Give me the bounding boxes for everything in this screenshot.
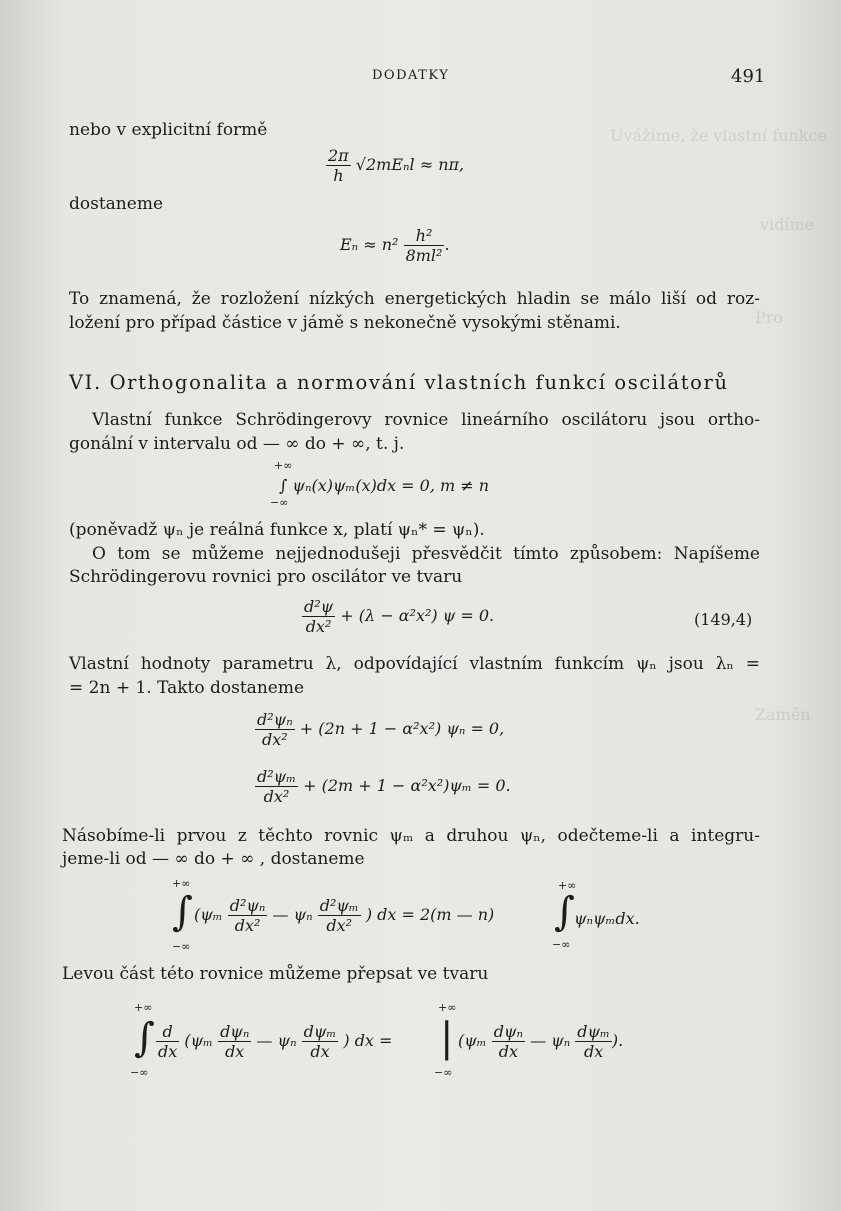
paragraph-line: ložení pro případ částice v jámě s nekonečně vysokými stěnami.	[69, 313, 621, 333]
paragraph-line: = 2n + 1. Takto dostaneme	[69, 678, 305, 698]
integral-upper-limit: +∞	[558, 879, 577, 892]
text-line: dostaneme	[69, 194, 163, 214]
paragraph-line: Levou část této rovnice můžeme přepsat ve tvaru	[62, 964, 489, 984]
fraction: $\frac{\text{h²}}{\text{8ml²}}$	[405, 226, 443, 265]
integral-sign: ∫	[554, 889, 575, 935]
paragraph-line: To znamená, že rozložení nízkých energetických hladin se málo liší od roz-	[69, 289, 760, 309]
equation-psi-m: $\frac{\text{d²ψₘ}}{\text{dx²}}$ + (2m + 1 − α²x²)ψₘ = 0.	[257, 767, 511, 806]
fraction: $\frac{d}{dx}$	[158, 1022, 178, 1061]
fraction: $\frac{\text{d²ψₙ}}{\text{dx²}}$	[229, 896, 266, 935]
equation-number: (149,4)	[694, 610, 753, 629]
equation-explicit: $\frac{2\pi}{h}$ √2mEₙl ≈ nπ,	[328, 146, 465, 185]
bleed-through: Pro	[755, 308, 784, 327]
evaluation-bar: |	[440, 1015, 454, 1061]
integral-upper-limit: +∞	[274, 459, 293, 472]
equation-psi-n: $\frac{\text{d²ψₙ}}{\text{dx²}}$ + (2n + 1 − α²x²) ψₙ = 0,	[257, 710, 505, 749]
equation-integrated-rhs: ψₙψₘdx.	[574, 909, 640, 928]
fraction: $\frac{\text{dψₙ}}{dx}$	[493, 1022, 523, 1061]
paragraph-line: jeme-li od — ∞ do + ∞ , dostaneme	[62, 849, 365, 869]
paragraph-line: Schrödingerovu rovnici pro oscilátor ve tvaru	[69, 567, 463, 587]
integral-lower-limit: −∞	[270, 496, 289, 509]
integral-upper-limit: +∞	[172, 877, 191, 890]
fraction: $\frac{\text{dψₘ}}{dx}$	[577, 1022, 610, 1061]
paragraph-line: (poněvadž ψₙ je reálná funkce x, platí ψₙ* = ψₙ).	[69, 520, 485, 540]
equation-orthogonality: ∫ ψₙ(x)ψₘ(x)dx = 0, m ≠ n	[279, 476, 490, 495]
integral-upper-limit: +∞	[438, 1001, 457, 1014]
section-heading: VI. Orthogonalita a normování vlastních funkcí oscilátorů	[69, 371, 729, 394]
integral-lower-limit: −∞	[172, 940, 191, 953]
bleed-through: Uvážíme, že vlastní funkce	[610, 126, 827, 145]
fraction: $\frac{\text{dψₙ}}{dx}$	[220, 1022, 250, 1061]
fraction: $\frac{\text{d²ψₘ}}{\text{dx²}}$	[319, 896, 359, 935]
paragraph-line: O tom se můžeme nejjednodušeji přesvědčit tímto způsobem: Napíšeme	[92, 544, 760, 564]
running-title: DODATKY	[372, 68, 450, 83]
paragraph-line: Násobíme-li prvou z těchto rovnic ψₘ a druhou ψₙ, odečteme-li a integru-	[62, 826, 760, 846]
integral-sign: ∫	[134, 1015, 155, 1061]
integral-upper-limit: +∞	[134, 1001, 153, 1014]
equation-rewritten-rhs: (ψₘ $\frac{\text{dψₙ}}{dx}$ — ψₙ $\frac{\text{dψₘ}}{dx}$ ).	[458, 1022, 624, 1061]
text-line: nebo v explicitní formě	[69, 120, 268, 140]
bleed-through: vidíme	[760, 215, 815, 234]
equation-energy: Eₙ ≈ n² $\frac{\text{h²}}{\text{8ml²}}$ .	[340, 226, 450, 265]
integral-sign: ∫	[172, 889, 193, 935]
fraction: $\frac{2\pi}{h}$	[328, 146, 349, 185]
equation-integrated: (ψₘ $\frac{\text{d²ψₙ}}{\text{dx²}}$ — ψₙ $\frac{\text{d²ψₘ}}{\text{dx²}}$ ) dx = 2(m — n)	[194, 896, 495, 935]
integral-lower-limit: −∞	[434, 1066, 453, 1079]
fraction: $\frac{\text{d²ψₙ}}{\text{dx²}}$	[257, 710, 293, 749]
fraction: $\frac{\text{d²ψ}}{\text{dx²}}$	[304, 597, 334, 636]
integral-lower-limit: −∞	[130, 1066, 149, 1079]
fraction: $\frac{\text{dψₘ}}{dx}$	[303, 1022, 337, 1061]
paragraph-line: Vlastní funkce Schrödingerovy rovnice lineárního oscilátoru jsou ortho-	[92, 410, 760, 430]
paragraph-line: Vlastní hodnoty parametru λ, odpovídající vlastním funkcím ψₙ jsou λₙ =	[69, 654, 760, 674]
equation-rewritten: $\frac{d}{dx}$ (ψₘ $\frac{\text{dψₙ}}{dx}$ — ψₙ $\frac{\text{dψₘ}}{dx}$ ) dx =	[158, 1022, 393, 1061]
bleed-through: Zaměn	[755, 705, 811, 724]
paragraph-line: gonální v intervalu od — ∞ do + ∞, t. j.	[69, 434, 405, 454]
fraction: $\frac{\text{d²ψₘ}}{\text{dx²}}$	[257, 767, 297, 806]
equation-schrodinger: $\frac{\text{d²ψ}}{\text{dx²}}$ + (λ − α²x²) ψ = 0.	[304, 597, 495, 636]
page-number: 491	[731, 66, 766, 87]
integral-lower-limit: −∞	[552, 938, 571, 951]
